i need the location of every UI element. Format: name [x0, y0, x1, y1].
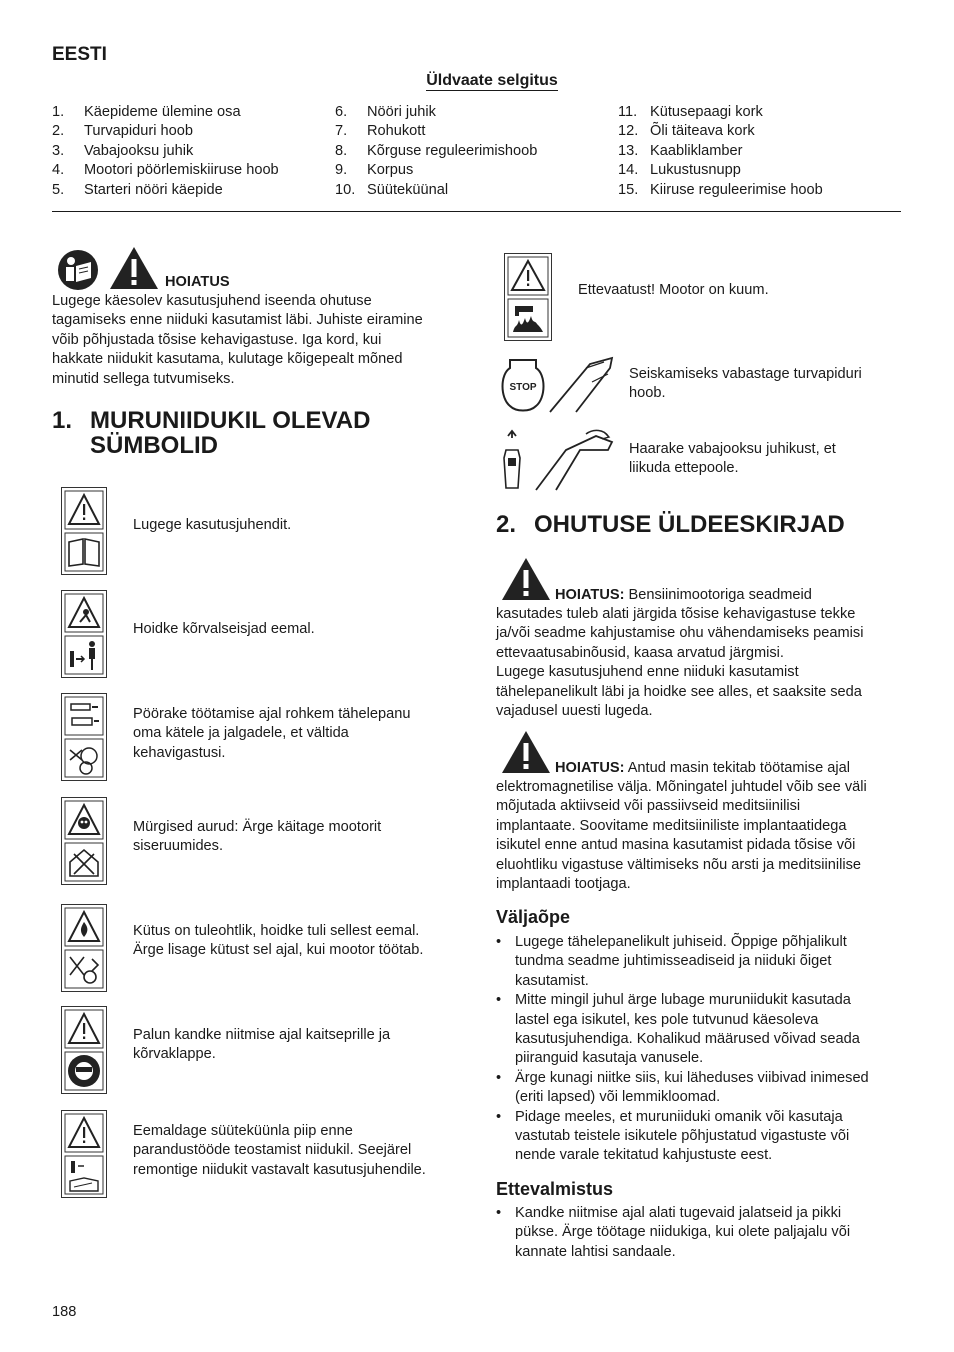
text-line: Palun kandke niitmise ajal kaitseprille ja: [133, 1027, 391, 1043]
warning-text: Bensiinimootoriga seadmeid: [624, 587, 812, 603]
list-item: [496, 933, 906, 991]
warning-b-first-line: [555, 759, 850, 778]
stop-label: STOP: [509, 382, 537, 393]
overview-item: [335, 181, 537, 200]
symbol-description: [133, 1026, 390, 1065]
section-number: 1.: [52, 407, 73, 434]
symbol-description: [133, 705, 410, 763]
intro-warning-label: HOIATUS: [165, 274, 230, 290]
text-line: kasutades tuleb alati järgida tõsise kehavigastuse tekke: [496, 606, 856, 622]
ear-eye-protection-icon: [61, 1006, 107, 1094]
overview-item: [618, 161, 823, 180]
item-text: Kütusepaagi kork: [650, 104, 763, 120]
warning-triangle-icon: [500, 556, 552, 602]
stop-brake-icon: [500, 354, 620, 418]
text-line: minutid sellega tutvumiseks.: [52, 370, 235, 387]
text-line: lastel ega isikutel, kes pole tutvunud käesoleva: [515, 1011, 819, 1028]
overview-item: [335, 161, 537, 180]
item-text: Turvapiduri hoob: [84, 123, 193, 140]
text-line: Lugege käesolev kasutusjuhend iseenda ohutuse: [52, 293, 372, 309]
hands-feet-warning-icon: [61, 693, 107, 781]
text-line: kehavigastusi.: [133, 744, 226, 761]
spark-plug-icon: [61, 1110, 107, 1198]
text-line: kõrvaklappe.: [133, 1046, 216, 1063]
text-line: Lugege kasutusjuhend enne niiduki kasutamist: [496, 664, 799, 681]
item-text: Vabajooksu juhik: [84, 142, 194, 159]
warning-triangle-icon: [108, 245, 160, 291]
warning-label: HOIATUS:: [555, 587, 625, 603]
item-number: 4.: [52, 162, 65, 179]
item-number: 3.: [52, 142, 65, 159]
item-number: 9.: [335, 162, 348, 179]
read-manual-icon: [61, 487, 107, 575]
text-line: liikuda ettepoole.: [629, 460, 739, 477]
text-line: tähelepanelikult läbi ja hoidke see alles, et saaksite seda: [496, 683, 862, 700]
text-line: Ärge lisage kütust sel ajal, kui mootor töötab.: [133, 942, 424, 959]
overview-column-2: [335, 103, 537, 200]
overview-item: [52, 122, 279, 141]
text-line: • Mitte mingil juhul ärge lubage muruniidukit kasutada: [515, 992, 851, 1009]
text-line: oma kätele ja jalgadele, et vältida: [133, 725, 349, 742]
freewheel-icon: [500, 428, 620, 494]
item-text: Nööri juhik: [367, 104, 436, 120]
item-text: Korpus: [367, 162, 414, 179]
item-number: 15.: [618, 181, 639, 198]
language-label: EESTI: [52, 44, 107, 65]
text-line: • Kandke niitmise ajal alati tugevaid jalatseid ja pikki: [515, 1205, 842, 1221]
text-line: Seiskamiseks vabastage turvapiduri: [629, 366, 862, 382]
section-number: 2.: [496, 511, 517, 538]
text-line: tundma seadme juhtimisseadiseid ja niiduki õiget: [515, 953, 832, 970]
symbol-description: [578, 281, 769, 300]
item-text: Kaabliklamber: [650, 142, 743, 159]
section-title-line: SÜMBOLID: [90, 432, 218, 459]
section-title-line: MURUNIIDUKIL OLEVAD: [90, 407, 371, 434]
divider: [52, 211, 901, 212]
text-line: kasutamist.: [515, 972, 589, 989]
item-number: 14.: [618, 162, 639, 179]
item-number: 13.: [618, 142, 639, 159]
intro-warning-text: [52, 292, 472, 389]
text-line: Mürgised aurud: Ärge käitage mootorit: [133, 819, 382, 835]
text-line: hakkate niidukit kasutama, kulutage kõigepealt mõned: [52, 351, 403, 368]
text-line: implantaate. Soovitame meditsiiniliste implantaatidega: [496, 817, 847, 834]
section-1-heading: [52, 408, 370, 458]
text-line: • Pidage meeles, et muruniiduki omanik või kasutaja: [515, 1108, 843, 1125]
keep-bystanders-away-icon: [61, 590, 107, 678]
section-2-heading: [496, 512, 845, 537]
overview-item: [52, 161, 279, 180]
text-line: Kütus on tuleohtlik, hoidke tuli sellest eemal.: [133, 923, 420, 939]
list-item: [496, 1204, 906, 1262]
item-number: 11.: [618, 104, 638, 120]
read-manual-person-icon: [57, 249, 103, 291]
overview-item: [618, 181, 823, 200]
item-text: Kõrguse reguleerimishoob: [367, 142, 538, 159]
list-item: [496, 1108, 906, 1166]
overview-item: [52, 142, 279, 161]
item-text: Mootori pöörlemiskiiruse hoob: [84, 162, 279, 179]
item-text: Käepideme ülemine osa: [84, 104, 241, 120]
item-number: 7.: [335, 123, 348, 140]
warning-label: HOIATUS:: [555, 760, 625, 776]
text-line: (eriti lapsed) või lemmikloomad.: [515, 1089, 721, 1106]
symbol-description: [133, 516, 291, 535]
item-number: 1.: [52, 104, 65, 120]
text-line: nende varale tekitatud kahjustuste eest.: [515, 1147, 773, 1164]
text-line: siseruumides.: [133, 838, 224, 855]
text-line: implantaadi tootjaga.: [496, 876, 631, 893]
warning-text: Antud masin tekitab töötamise ajal: [624, 760, 850, 776]
overview-item: [618, 142, 823, 161]
overview-column-1: [52, 103, 279, 200]
text-line: pükse. Ärge töötage niidukiga, kui olete paljajalu või: [515, 1224, 851, 1241]
symbol-description: [133, 922, 423, 961]
item-number: 6.: [335, 104, 348, 120]
text-line: Haarake vabajooksu juhikust, et: [629, 441, 836, 457]
text-line: ja/või seadme kahjustamise ohu vähendamiseks peamisi: [496, 625, 864, 642]
text-line: kannate lahtisi sandaale.: [515, 1243, 676, 1260]
item-text: Süüteküünal: [367, 181, 449, 198]
text-line: hoob.: [629, 385, 666, 402]
warning-triangle-icon: [500, 729, 552, 775]
symbol-description: [133, 818, 381, 857]
toxic-fumes-icon: [61, 797, 107, 885]
item-text: Kiiruse reguleerimise hoob: [650, 181, 823, 198]
warning-a-first-line: [555, 586, 812, 605]
overview-title-text: Üldvaate selgitus: [426, 72, 558, 89]
overview-item: [335, 142, 537, 161]
overview-item: [52, 103, 279, 122]
symbol-description: [629, 440, 836, 479]
text-line: mõjutada aktiivseid või passiivseid meditsiinilisi: [496, 798, 801, 815]
page-number: 188: [52, 1304, 77, 1320]
overview-item: [335, 103, 537, 122]
text-line: Hoidke kõrvalseisjad eemal.: [133, 621, 315, 637]
text-line: tagamiseks enne niiduki kasutamist läbi. Juhiste eiramine: [52, 312, 423, 329]
item-text: Õli täiteava kork: [650, 123, 755, 140]
overview-column-3: [618, 103, 823, 200]
item-number: 10.: [335, 181, 356, 198]
text-line: piiranguid kasutaja vanusele.: [515, 1050, 704, 1067]
fuel-flammable-icon: [61, 904, 107, 992]
overview-item: [618, 122, 823, 141]
symbol-description: [629, 365, 862, 404]
warning-b-text: [496, 778, 906, 894]
text-line: elektromagnetilise välja. Mõningatel juhtudel võib see väli: [496, 779, 867, 795]
list-item: [496, 991, 906, 1069]
item-text: Starteri nööri käepide: [84, 181, 223, 198]
preparation-list: [496, 1204, 906, 1262]
text-line: • Ärge kunagi niitke siis, kui läheduses viibivad inimesed: [515, 1069, 869, 1086]
item-number: 12.: [618, 123, 639, 140]
overview-item: [618, 103, 823, 122]
text-line: remontige niidukit vastavalt kasutusjuhendile.: [133, 1161, 426, 1178]
text-line: võib põhjustada tõsise kehavigastuse. Iga kord, kui: [52, 331, 382, 348]
section-title: OHUTUSE ÜLDEESKIRJAD: [534, 511, 845, 538]
hot-engine-icon: [504, 253, 552, 341]
item-number: 2.: [52, 123, 65, 140]
text-line: Lugege kasutusjuhendit.: [133, 517, 292, 533]
text-line: vajadusel uuesti lugeda.: [496, 703, 653, 720]
text-line: parandustööde teostamist niidukil. Seejärel: [133, 1142, 412, 1159]
preparation-heading: Ettevalmistus: [496, 1179, 614, 1199]
text-line: Eemaldage süüteküünla piip enne: [133, 1123, 353, 1139]
training-heading: Väljaõpe: [496, 907, 571, 927]
overview-item: [52, 181, 279, 200]
overview-title: [0, 71, 954, 91]
text-line: Ettevaatust! Mootor on kuum.: [578, 282, 769, 298]
training-list: [496, 933, 906, 1166]
text-line: Pöörake töötamise ajal rohkem tähelepanu: [133, 706, 411, 722]
symbol-description: [133, 620, 315, 639]
item-text: Rohukott: [367, 123, 426, 140]
item-number: 5.: [52, 181, 65, 198]
text-line: isikutel enne antud masina kasutamist pidada tõsise või: [496, 837, 856, 854]
text-line: kasutusjuhendiga. Kohalikud määrused võivad seada: [515, 1031, 860, 1048]
list-item: [496, 1069, 906, 1108]
text-line: eluohtliku vigastuse vältimiseks nõu arsti ja meditsiinilise: [496, 856, 862, 873]
text-line: ettevaatusabinõusid, kaasa arvatud järgmisi.: [496, 644, 784, 661]
item-text: Lukustusnupp: [650, 162, 741, 179]
text-line: • Lugege tähelepanelikult juhiseid. Õppige põhjalikult: [515, 934, 847, 950]
text-line: vastutab teistele isikutele põhjustatud vigastuste või: [515, 1128, 850, 1145]
symbol-description: [133, 1122, 426, 1180]
overview-item: [335, 122, 537, 141]
item-number: 8.: [335, 142, 348, 159]
warning-a-text: [496, 605, 906, 721]
